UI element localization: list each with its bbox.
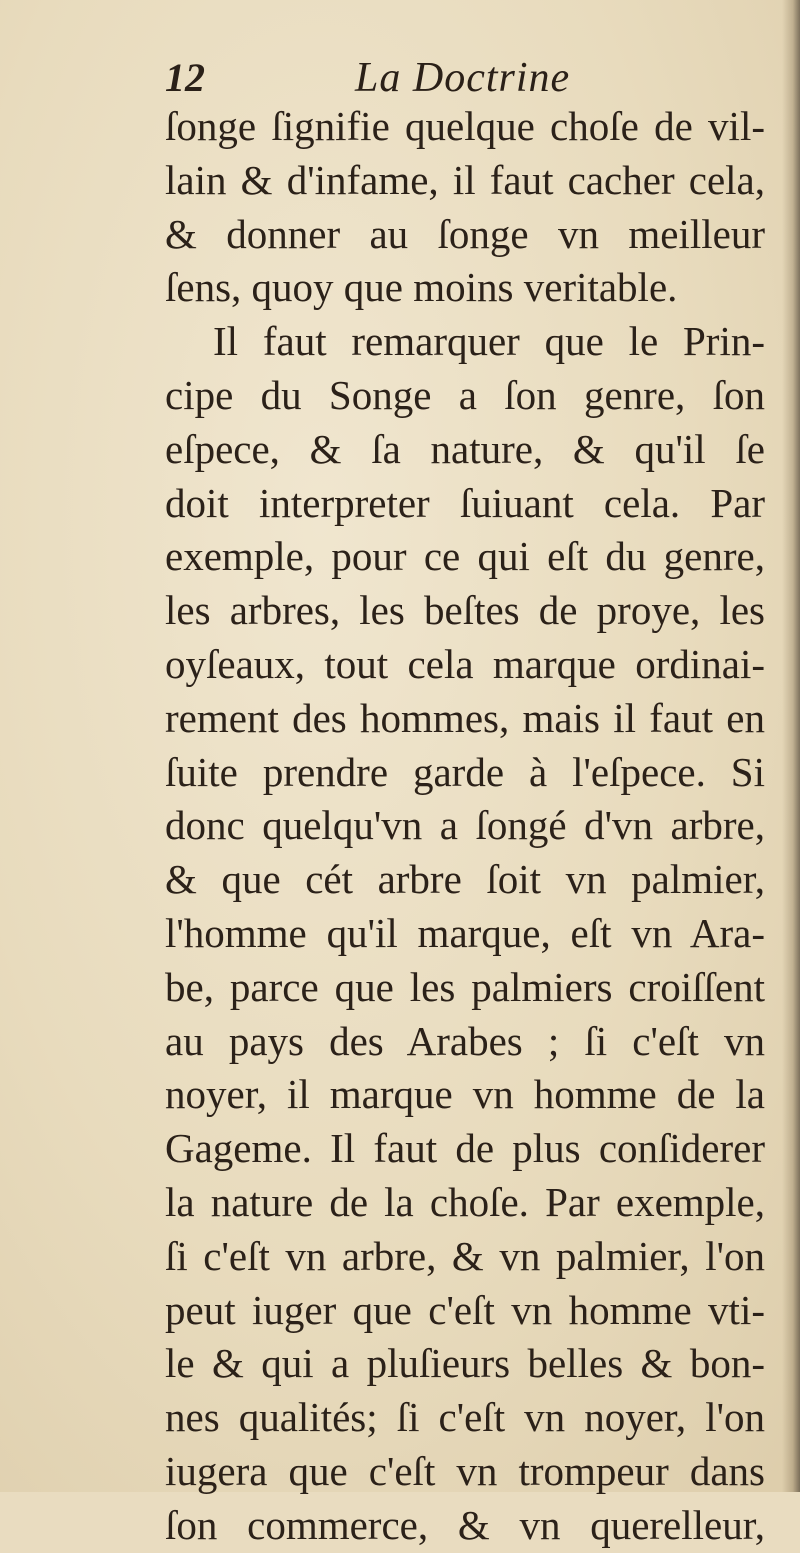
text-line: be, parce que les palmiers croiſſent xyxy=(165,963,765,1010)
text-line: & que cét arbre ſoit vn palmier, xyxy=(165,856,765,903)
text-line: lain & d'infame, il faut cacher cela, xyxy=(165,156,765,203)
text-line: eſpece, & ſa nature, & qu'il ſe xyxy=(165,425,765,472)
text-line: doit interpreter ſuiuant cela. Par xyxy=(165,479,765,526)
page-gutter-shadow xyxy=(782,0,800,1492)
text-line: donc quelqu'vn a ſongé d'vn arbre, xyxy=(165,802,765,849)
text-line: rement des hommes, mais il faut en xyxy=(165,694,765,741)
page-number: 12 xyxy=(165,55,205,100)
text-line: nes qualités; ſi c'eſt vn noyer, l'on xyxy=(165,1394,765,1441)
text-line: exemple, pour ce qui eſt du genre, xyxy=(165,533,765,580)
text-line: ſuite prendre garde à l'eſpece. Si xyxy=(165,748,765,795)
body-text xyxy=(165,100,765,1553)
text-line: cipe du Songe a ſon genre, ſon xyxy=(165,371,765,418)
text-line: oyſeaux, tout cela marque ordinai- xyxy=(165,640,765,687)
text-line: ſonge ſignifie quelque choſe de vil- xyxy=(165,103,765,149)
text-line: ſon commerce, & vn querelleur, xyxy=(165,1501,765,1548)
text-line: les arbres, les beſtes de proye, les xyxy=(165,587,765,634)
text-line: l'homme qu'il marque, eſt vn Ara- xyxy=(165,909,765,956)
text-line: Il faut remarquer que le Prin- xyxy=(213,318,765,365)
text-line: ſi c'eſt vn arbre, & vn palmier, l'on xyxy=(165,1232,765,1279)
text-line: le & qui a pluſieurs belles & bon- xyxy=(165,1340,765,1387)
text-line: peut iuger que c'eſt vn homme vti- xyxy=(165,1286,765,1333)
running-head: La Doctrine xyxy=(355,55,571,101)
text-line: & donner au ſonge vn meilleur xyxy=(165,210,765,257)
text-line: au pays des Arabes ; ſi c'eſt vn xyxy=(165,1017,765,1064)
text-line: la nature de la choſe. Par exemple, xyxy=(165,1178,765,1225)
text-line: ſens, quoy que moins veritable. xyxy=(165,264,678,311)
text-line: Gageme. Il faut de plus conſiderer xyxy=(165,1125,765,1172)
text-line: iugera que c'eſt vn trompeur dans xyxy=(165,1447,765,1494)
text-line: noyer, il marque vn homme de la xyxy=(165,1071,765,1118)
